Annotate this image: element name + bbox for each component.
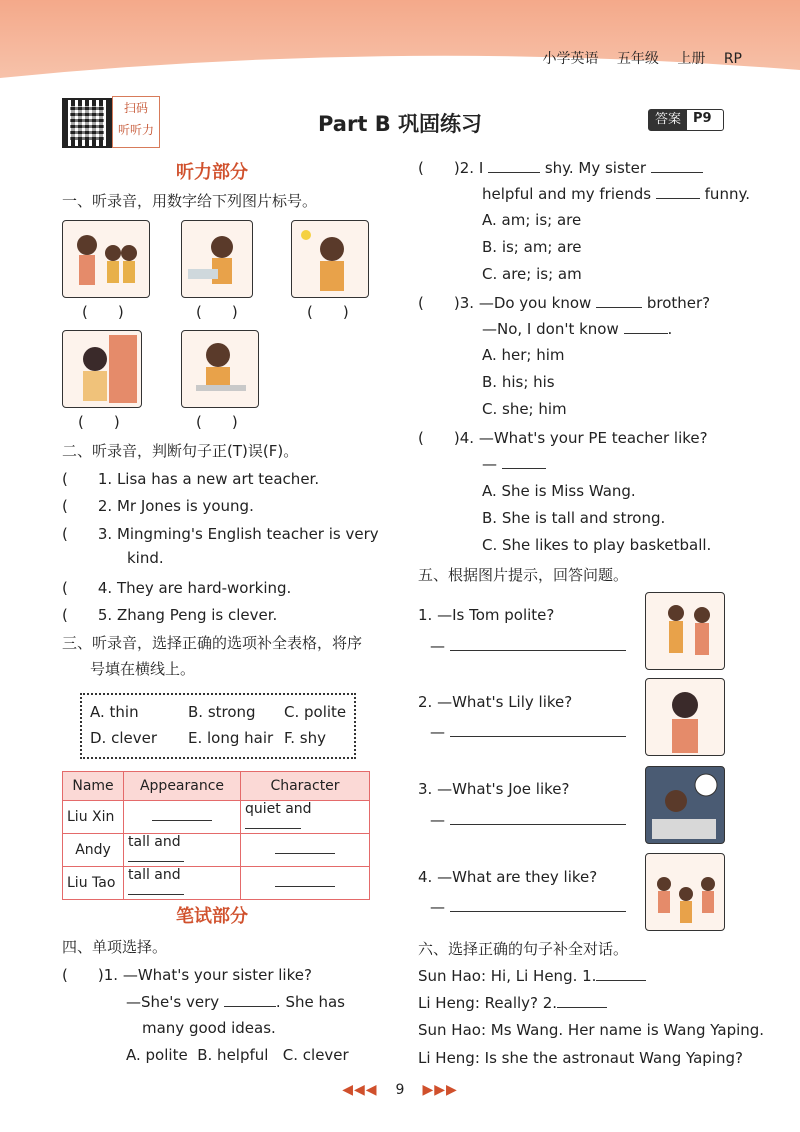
idea-boy-icon	[292, 221, 368, 297]
blank[interactable]	[488, 158, 540, 173]
q4-item-3-line2: —No, I don't know .	[482, 320, 673, 338]
q4-item-2-opt-a[interactable]: A. am; is; are	[482, 211, 582, 229]
table-row	[63, 867, 370, 900]
q5-prompt: 五、根据图片提示，回答问题。	[418, 566, 629, 584]
q2-item: ( 5. Zhang Peng is clever.	[62, 606, 278, 624]
q5-answer-4[interactable]: —	[430, 897, 626, 916]
header-character: Character	[241, 772, 370, 801]
washing-hands-icon	[182, 221, 252, 297]
listening-heading: 听力部分	[176, 162, 248, 183]
q5-item-3: 3. —What's Joe like?	[418, 780, 570, 798]
blank[interactable]	[596, 966, 646, 981]
blank[interactable]	[596, 293, 642, 308]
picture-4	[62, 330, 142, 408]
dialogue-line-2: Li Heng: Really? 2.	[418, 993, 607, 1012]
q6-prompt: 六、选择正确的句子补全对话。	[418, 940, 629, 958]
picture-5	[181, 330, 259, 408]
row-name: Liu Xin	[63, 801, 124, 834]
q4-item-3: ( )3. —Do you know brother?	[418, 294, 711, 312]
q2-item: ( 3. Mingming's English teacher is very	[62, 525, 379, 543]
q5-answer-1[interactable]: —	[430, 636, 626, 655]
header-name: Name	[63, 772, 124, 801]
q4-item-2-opt-c[interactable]: C. are; is; am	[482, 265, 582, 283]
dialogue-line-1: Sun Hao: Hi, Li Heng. 1.	[418, 966, 646, 985]
option-d: D. clever	[90, 729, 158, 747]
q4-item-3-opt-b[interactable]: B. his; his	[482, 373, 555, 391]
row-name: Andy	[63, 834, 124, 867]
q2-prompt: 二、听录音，判断句子正(T)误(F)。	[62, 442, 299, 460]
q5-item-4: 4. —What are they like?	[418, 868, 598, 886]
tom-icon	[646, 593, 724, 669]
blank[interactable]	[224, 992, 276, 1007]
option-e: E. long hair	[188, 729, 274, 747]
blank[interactable]	[624, 319, 668, 334]
q4-item-4-opt-c[interactable]: C. She likes to play basketball.	[482, 536, 712, 554]
q3-prompt-cont: 号填在横线上。	[90, 660, 196, 678]
table-header-row	[63, 772, 370, 801]
class-picture	[645, 853, 725, 931]
character-cell[interactable]	[241, 867, 370, 900]
q4-item-1: ( )1. —What's your sister like?	[62, 966, 312, 984]
character-table	[62, 771, 370, 900]
blank[interactable]	[502, 454, 546, 469]
q2-item: ( 1. Lisa has a new art teacher.	[62, 470, 320, 488]
table-row	[63, 834, 370, 867]
q4-item-2-line2: helpful and my friends funny.	[482, 185, 750, 203]
students-cleaning-icon	[646, 854, 724, 930]
q5-item-1: 1. —Is Tom polite?	[418, 606, 555, 624]
q4-item-4-line2: —	[482, 454, 546, 473]
q5-item-2: 2. —What's Lily like?	[418, 693, 573, 711]
blank[interactable]	[656, 184, 700, 199]
teacher-students-icon	[63, 221, 149, 297]
options-box	[80, 693, 356, 759]
q4-item-3-opt-c[interactable]: C. she; him	[482, 400, 567, 418]
page-title: Part B 巩固练习	[317, 112, 483, 136]
page-footer	[0, 1082, 800, 1098]
picture-2	[181, 220, 253, 298]
joe-sleepy-icon	[646, 767, 724, 843]
appearance-cell[interactable]	[124, 801, 241, 834]
dialogue-line-4: Li Heng: Is she the astronaut Wang Yaping?	[418, 1049, 743, 1067]
picture-1	[62, 220, 150, 298]
q1-prompt: 一、听录音，用数字给下列图片标号。	[62, 192, 318, 210]
q5-answer-2[interactable]: —	[430, 722, 626, 741]
q4-item-2: ( )2. I shy. My sister	[418, 157, 703, 178]
picture-5-answer[interactable]: ( )	[196, 413, 238, 431]
picture-3	[291, 220, 369, 298]
q4-item-2-opt-b[interactable]: B. is; am; are	[482, 238, 582, 256]
answer-page: P9	[693, 111, 712, 126]
header-appearance: Appearance	[124, 772, 241, 801]
prev-arrows-icon: ◀◀◀	[342, 1082, 378, 1098]
q4-item-1-options[interactable]: A. polite B. helpful C. clever	[126, 1046, 349, 1064]
girl-door-icon	[63, 331, 141, 407]
header-volume: 上册	[677, 51, 706, 67]
table-row	[63, 801, 370, 834]
option-c: C. polite	[284, 703, 347, 721]
joe-picture	[645, 766, 725, 844]
picture-3-answer[interactable]: ( )	[307, 303, 349, 321]
blank[interactable]	[651, 158, 703, 173]
reading-boy-icon	[182, 331, 258, 407]
header-edition: RP	[723, 51, 742, 67]
q4-item-1-line3: many good ideas.	[142, 1019, 276, 1037]
dialogue-line-3: Sun Hao: Ms Wang. Her name is Wang Yaping.	[418, 1021, 765, 1039]
q4-item-1-line2: —She's very . She has	[126, 993, 345, 1011]
scan-label: 扫码 听听力	[112, 96, 160, 148]
written-heading: 笔试部分	[176, 906, 248, 927]
q5-answer-3[interactable]: —	[430, 810, 626, 829]
q4-item-4-opt-b[interactable]: B. She is tall and strong.	[482, 509, 666, 527]
q3-prompt: 三、听录音，选择正确的选项补全表格，将序	[62, 634, 363, 652]
q2-item: ( 2. Mr Jones is young.	[62, 497, 254, 515]
page-number: 9	[395, 1082, 405, 1098]
option-f: F. shy	[284, 729, 326, 747]
picture-1-answer[interactable]: ( )	[82, 303, 124, 321]
option-a: A. thin	[90, 703, 139, 721]
option-b: B. strong	[188, 703, 256, 721]
picture-4-answer[interactable]: ( )	[78, 413, 120, 431]
character-cell[interactable]: quiet and	[241, 801, 370, 834]
blank[interactable]	[557, 993, 607, 1008]
tom-picture	[645, 592, 725, 670]
answer-label: 答案	[649, 110, 687, 130]
q4-item-4-opt-a[interactable]: A. She is Miss Wang.	[482, 482, 636, 500]
header-grade: 五年级	[616, 51, 659, 67]
character-cell[interactable]	[241, 834, 370, 867]
appearance-cell[interactable]: tall and	[124, 834, 241, 867]
picture-2-answer[interactable]: ( )	[196, 303, 238, 321]
q4-prompt: 四、单项选择。	[62, 938, 168, 956]
q2-item: ( 4. They are hard-working.	[62, 579, 292, 597]
lily-picture	[645, 678, 725, 756]
answer-tag	[648, 109, 724, 131]
row-name: Liu Tao	[63, 867, 124, 900]
q2-item-cont: kind.	[127, 549, 164, 567]
next-arrows-icon: ▶▶▶	[422, 1082, 458, 1098]
appearance-cell[interactable]: tall and	[124, 867, 241, 900]
header-info	[528, 48, 742, 68]
header-subject: 小学英语	[542, 51, 599, 67]
q4-item-4: ( )4. —What's your PE teacher like?	[418, 429, 708, 447]
lily-icon	[646, 679, 724, 755]
q4-item-3-opt-a[interactable]: A. her; him	[482, 346, 565, 364]
